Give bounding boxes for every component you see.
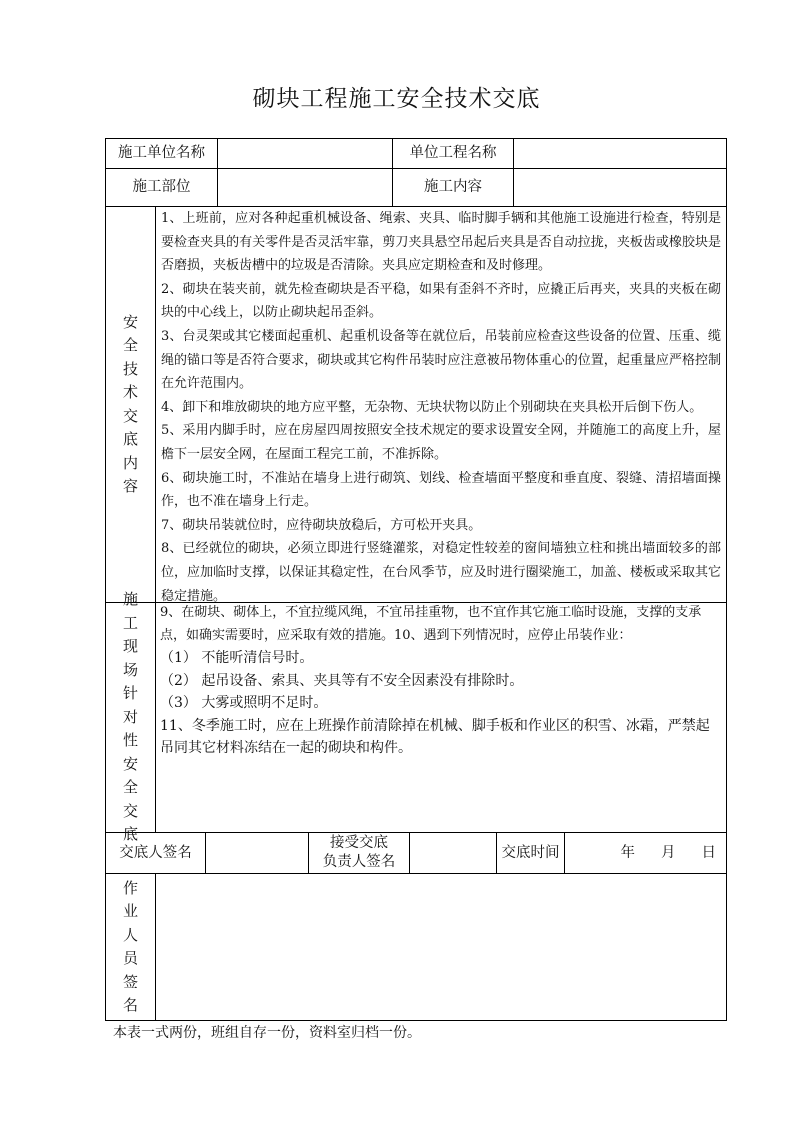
site-item: （2） 起吊设备、索具、夹具等有不安全因素没有排除时。 (160, 672, 524, 689)
table-border-bottom (105, 1020, 727, 1021)
label-char: 人 (122, 925, 138, 944)
label-char: 场 (122, 660, 138, 679)
month-label: 月 (661, 844, 676, 861)
label-char: 性 (122, 731, 138, 750)
construction-unit-label: 施工单位名称 (118, 145, 205, 161)
label-char: 交 (122, 406, 138, 425)
site-specific-label (106, 590, 155, 844)
discloser-signature-label: 交底人签名 (119, 844, 192, 861)
label-char: 安 (122, 312, 138, 331)
year-label: 年 (620, 844, 635, 861)
site-item: 11、冬季施工时，应在上班操作前清除掉在机械、脚手板和作业区的积雪、冰霜，严禁起吊同其它材料冻结在一起的砌块和构件。 (160, 717, 710, 756)
label-char: 容 (122, 477, 138, 495)
label-char: 施 (122, 590, 138, 609)
label-char: 对 (122, 707, 138, 726)
safety-item: 5、采用内脚手时，应在房屋四周按照安全技术规定的要求设置安全网，并随施工的高度上升，屋檐下一层安全网，在屋面工程完工前，不准拆除。 (161, 423, 721, 462)
construction-content-label: 施工内容 (424, 179, 482, 195)
site-item: 9、在砌块、砌体上，不宜拉缆风绳，不宜吊挂重物，也不宜作其它施工临时设施，支撑的支承点，如确实需要时，应采取有效的措施。10、遇到下列情况时，应停止吊装作业： (160, 605, 702, 643)
receiver-signature-label (309, 833, 409, 873)
site-item: （1） 不能听清信号时。 (160, 650, 314, 666)
discloser-signature-field[interactable] (206, 833, 308, 873)
workers-signature-label (106, 874, 155, 1020)
label-char: 针 (122, 684, 138, 703)
disclosure-date-field[interactable] (565, 833, 726, 873)
label-char: 内 (122, 453, 138, 472)
safety-item: 3、台灵架或其它楼面起重机、起重机设备等在就位后，吊装前应检查这些设备的位置、压重、缆绳的锚口等是否符合要求，砌块或其它构件吊装时应注意被吊物体重心的位置，起重量应严格控制在允许范围内。 (161, 328, 721, 392)
project-name-label: 单位工程名称 (409, 145, 497, 161)
safety-item: 1、上班前，应对各种起重机械设备、绳索、夹具、临时脚手辆和其他施工设施进行检查，特别是要检查夹具的有关零件是否灵活牢靠，剪刀夹具悬空吊起后夹具是否自动拉拢，夹板齿或橡胶块是否磨损，夹板齿槽中的垃圾是否清除。夹具应定期检查和及时修理。 (161, 211, 721, 274)
safety-item: 4、卸下和堆放砌块的地方应平整，无杂物、无块状物以防止个别砌块在夹具松开后倒下伤人。 (161, 399, 703, 415)
receiver-label-line1: 接受交底 (330, 835, 388, 851)
site-item: （3） 大雾或照明不足时。 (160, 695, 328, 711)
safety-content-text (161, 207, 721, 608)
safety-item: 6、砌块施工时，不准站在墙身上进行砌筑、划线、检查墙面平整度和垂直度、裂缝、清招墙面操作，也不准在墙身上行走。 (161, 470, 721, 510)
receiver-signature-field[interactable] (410, 833, 496, 873)
label-char: 全 (122, 336, 138, 354)
label-char: 安 (122, 754, 138, 773)
construction-location-label: 施工部位 (132, 179, 191, 195)
label-char: 交 (122, 801, 138, 820)
receiver-label-line2: 负责人签名 (322, 854, 396, 870)
disclosure-time-label: 交底时间 (501, 844, 560, 861)
workers-signature-field[interactable] (156, 874, 726, 1020)
label-char: 员 (122, 949, 138, 967)
construction-location-field[interactable] (218, 169, 392, 206)
label-char: 签 (122, 972, 138, 991)
label-char: 现 (122, 637, 138, 656)
safety-content-label (106, 207, 155, 602)
table-divider (155, 206, 156, 832)
construction-unit-field[interactable] (218, 139, 392, 168)
safety-item: 8、已经就位的砌块，必须立即进行竖缝灌浆，对稳定性较差的窗间墙独立柱和挑出墙面较多的部位，应加临时支撑，以保证其稳定性，在台风季节，应及时进行圈梁施工，加盖、楼板或采取其它稳定措施。 (161, 541, 721, 604)
label-char: 业 (122, 902, 138, 920)
safety-item: 7、砌块吊装就位时，应待砌块放稳后，方可松开夹具。 (161, 517, 482, 533)
site-specific-text (160, 602, 722, 760)
label-char: 底 (122, 430, 138, 448)
label-char: 作 (122, 878, 138, 897)
label-char: 名 (122, 996, 138, 1014)
footnote: 本表一式两份，班组自存一份，资料室归档一份。 (113, 1025, 421, 1041)
construction-content-field[interactable] (514, 169, 726, 206)
table-border-right (726, 138, 727, 1021)
project-name-field[interactable] (514, 139, 726, 168)
safety-item: 2、砌块在装夹前，就先检查砌块是否平稳，如果有歪斜不齐时，应撬正后再夹，夹具的夹板在砌块的中心线上，以防止砌块起吊歪斜。 (161, 281, 721, 321)
label-char: 全 (122, 778, 138, 797)
label-char: 术 (122, 383, 138, 401)
page-title: 砌块工程施工安全技术交底 (252, 86, 541, 112)
label-char: 底 (122, 825, 138, 844)
label-char: 技 (122, 359, 138, 378)
day-label: 日 (701, 844, 716, 861)
label-char: 工 (122, 613, 138, 632)
